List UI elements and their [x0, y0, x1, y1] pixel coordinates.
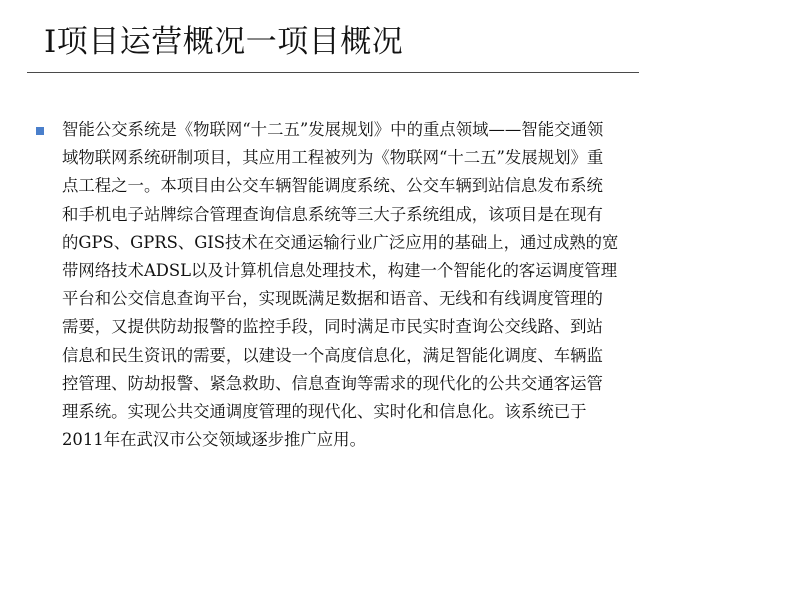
paragraph-line: 平台和公交信息查询平台，实现既满足数据和语音、无线和有线调度管理的	[62, 289, 603, 309]
paragraph-line: 的GPS、GPRS、GIS技术在交通运输行业广泛应用的基础上，通过成熟的宽	[62, 232, 619, 252]
paragraph-line: 和手机电子站牌综合管理查询信息系统等三大子系统组成，该项目是在现有	[62, 204, 603, 224]
slide-title: Ⅰ项目运营概况一项目概况	[44, 24, 404, 60]
paragraph-line: 带网络技术ADSL以及计算机信息处理技术，构建一个智能化的客运调度管理	[62, 260, 618, 280]
bullet-square-icon	[36, 127, 44, 135]
paragraph-line: 域物联网系统研制项目，其应用工程被列为《物联网“十二五”发展规划》重	[62, 148, 604, 168]
paragraph-line: 理系统。实现公共交通调度管理的现代化、实时化和信息化。该系统已于	[62, 401, 587, 421]
paragraph-line: 控管理、防劫报警、紧急救助、信息查询等需求的现代化的公共交通客运管	[62, 373, 603, 393]
title-divider	[27, 72, 639, 73]
body-paragraph	[62, 116, 742, 454]
paragraph-line: 信息和民生资讯的需要，以建设一个高度信息化，满足智能化调度、车辆监	[62, 345, 603, 365]
paragraph-line: 智能公交系统是《物联网“十二五”发展规划》中的重点领域——智能交通领	[62, 120, 604, 139]
paragraph-line: 点工程之一。本项目由公交车辆智能调度系统、公交车辆到站信息发布系统	[62, 176, 603, 196]
paragraph-line: 2011年在武汉市公交领域逐步推广应用。	[62, 430, 366, 450]
paragraph-line: 需要，又提供防劫报警的监控手段，同时满足市民实时查询公交线路、到站	[62, 317, 603, 337]
